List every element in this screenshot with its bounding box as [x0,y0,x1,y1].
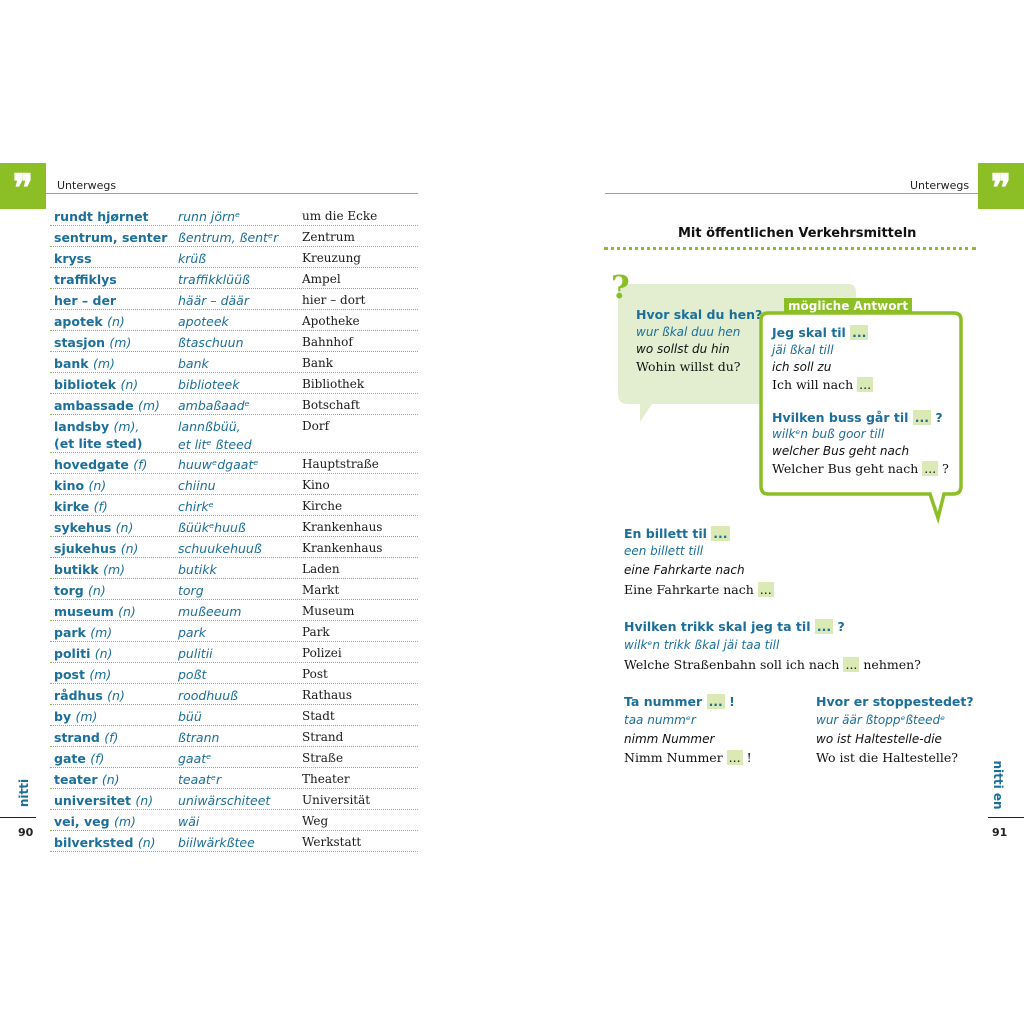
table-row [50,558,418,579]
table-row [50,331,418,352]
norwegian-term: sentrum, senter [54,230,168,245]
ticket-ph: een billett till [624,544,704,558]
table-row [50,726,418,747]
table-row [50,205,418,226]
heading-dotted-rule [604,247,976,250]
german-term: Stadt [302,709,335,723]
german-term: Bahnhof [302,335,353,349]
norwegian-term: bank (m) [54,356,115,371]
pronunciation: torg [178,583,204,598]
german-term: Kreuzung [302,251,361,265]
page-number-left: 90 [18,826,34,839]
norwegian-term: ambassade (m) [54,398,160,413]
norwegian-term: kino (n) [54,478,107,493]
german-term: Krankenhaus [302,541,383,555]
pronunciation: butikk [178,562,217,577]
pronunciation: schuukehuuß [178,541,262,556]
norwegian-term: teater (n) [54,772,120,787]
table-row [50,289,418,310]
pronunciation: gaatᵉ [178,751,212,766]
stop-lit: wo ist Haltestelle-die [816,732,942,746]
german-term: Weg [302,814,329,828]
table-row [50,663,418,684]
german-term: Kino [302,478,330,492]
german-term: um die Ecke [302,209,378,223]
norwegian-term: apotek (n) [54,314,125,329]
german-term: Apotheke [302,314,360,328]
number-de: Nimm Nummer ... ! [624,750,752,765]
stop-no: Hvor er stoppestedet? [816,694,974,709]
german-term: Werkstatt [302,835,362,849]
question-mark-icon: ? [611,268,630,306]
question-lit: wo sollst du hin [636,342,730,356]
german-term: Theater [302,772,350,786]
german-term: Bibliothek [302,377,365,391]
table-row [50,474,418,495]
footer-rule-right [988,817,1024,818]
quote-icon: ❞ [12,165,34,210]
header-rule-right [605,193,978,194]
pronunciation: roodhuuß [178,688,239,703]
norwegian-term: sjukehus (n) [54,541,139,556]
pronunciation: uniwärschiteet [178,793,271,808]
ticket-no: En billett til ... [624,526,728,541]
ticket-de: Eine Fahrkarte nach ... [624,582,772,597]
german-term: Ampel [302,272,341,286]
norwegian-term: traffiklys [54,272,117,287]
tram-de: Welche Straßenbahn soll ich nach ... nehmen? [624,657,921,672]
pronunciation: poßt [178,667,207,682]
page-number-right: 91 [992,826,1008,839]
pronunciation: ßüükᵉhuuß [178,520,246,535]
pronunciation: teaatᵉr [178,772,222,787]
table-row [50,415,418,453]
norwegian-term: sykehus (n) [54,520,134,535]
pronunciation: huuwᵉdgaatᵉ [178,457,259,472]
norwegian-term: rundt hjørnet [54,209,149,224]
section-title-right: Unterwegs [910,179,970,192]
quote-icon: ❞ [990,165,1012,210]
table-row [50,684,418,705]
question-no: Hvor skal du hen? [636,307,763,322]
page-heading: Mit öffentlichen Verkehrsmitteln [678,226,917,241]
answer2-lit: welcher Bus geht nach [772,444,910,458]
table-row [50,789,418,810]
german-term: Zentrum [302,230,355,244]
norwegian-term: by (m) [54,709,98,724]
pronunciation: büü [178,709,202,724]
table-row [50,831,418,852]
table-row [50,226,418,247]
table-row [50,810,418,831]
table-row [50,247,418,268]
german-term: Dorf [302,419,330,433]
ticket-lit: eine Fahrkarte nach [624,563,745,577]
norwegian-term: vei, veg (m) [54,814,136,829]
pronunciation: bank [178,356,209,371]
header-rule-left [46,193,418,194]
answer1-ph: jäi ßkal till [772,343,834,357]
german-term: Markt [302,583,340,597]
german-term: Park [302,625,330,639]
page-word-left: nitti [17,778,31,808]
section-title-left: Unterwegs [57,179,117,192]
tram-ph: wilkᵉn trikk ßkal jäi taa till [624,638,780,652]
table-row [50,495,418,516]
table-row [50,394,418,415]
table-row [50,373,418,394]
norwegian-term: rådhus (n) [54,688,125,703]
pronunciation: wäi [178,814,200,829]
german-term: Krankenhaus [302,520,383,534]
question-de: Wohin willst du? [636,359,741,374]
table-row [50,621,418,642]
stop-de: Wo ist die Haltestelle? [816,750,958,765]
tram-no: Hvilken trikk skal jeg ta til ... ? [624,619,845,634]
page-word-right: nitti en [991,760,1005,810]
norwegian-term: butikk (m) [54,562,126,577]
pronunciation: ßtaschuun [178,335,244,350]
norwegian-term: landsby (m), (et lite sted) [54,419,143,451]
german-term: Kirche [302,499,343,513]
table-row [50,310,418,331]
pronunciation: biblioteek [178,377,240,392]
pronunciation: park [178,625,206,640]
german-term: Bank [302,356,333,370]
german-term: Universität [302,793,371,807]
pronunciation: krüß [178,251,207,266]
pronunciation: häär – däär [178,293,249,308]
norwegian-term: gate (f) [54,751,105,766]
answer2-no: Hvilken buss går til ... ? [772,410,943,425]
norwegian-term: bibliotek (n) [54,377,139,392]
pronunciation: traffikklüüß [178,272,250,287]
norwegian-term: strand (f) [54,730,119,745]
norwegian-term: stasjon (m) [54,335,132,350]
pronunciation: chiinu [178,478,216,493]
answer-label: mögliche Antwort [784,298,912,314]
norwegian-term: kryss [54,251,92,266]
number-ph: taa nummᵉr [624,713,696,727]
table-row [50,600,418,621]
pronunciation: biilwärkßtee [178,835,255,850]
stop-ph: wur äär ßtoppᵉßteedᵉ [816,713,946,727]
table-row [50,352,418,373]
quote-tab-right [978,163,1024,209]
german-term: hier – dort [302,293,366,307]
pronunciation: ßtrann [178,730,220,745]
german-term: Post [302,667,328,681]
table-row [50,537,418,558]
table-row [50,579,418,600]
number-lit: nimm Nummer [624,732,715,746]
answer1-lit: ich soll zu [772,360,832,374]
answer2-ph: wilkᵉn buß goor till [772,427,885,441]
number-no: Ta nummer ... ! [624,694,735,709]
table-row [50,516,418,537]
table-row [50,747,418,768]
question-ph: wur ßkal duu hen [636,325,741,339]
german-term: Museum [302,604,355,618]
german-term: Botschaft [302,398,360,412]
pronunciation: apoteek [178,314,229,329]
pronunciation: runn jörnᵉ [178,209,241,224]
pronunciation: pulitii [178,646,213,661]
table-row [50,642,418,663]
norwegian-term: park (m) [54,625,113,640]
norwegian-term: torg (n) [54,583,106,598]
quote-tab-left [0,163,46,209]
german-term: Polizei [302,646,342,660]
german-term: Hauptstraße [302,457,379,471]
footer-rule-left [0,817,36,818]
table-row [50,705,418,726]
norwegian-term: universitet (n) [54,793,154,808]
norwegian-term: bilverksted (n) [54,835,156,850]
pronunciation: chirkᵉ [178,499,214,514]
norwegian-term: hovedgate (f) [54,457,148,472]
german-term: Strand [302,730,344,744]
table-row [50,768,418,789]
answer2-de: Welcher Bus geht nach ... ? [772,461,949,476]
german-term: Rathaus [302,688,353,702]
german-term: Straße [302,751,344,765]
norwegian-term: museum (n) [54,604,136,619]
vocabulary-table [50,205,418,852]
table-row [50,453,418,474]
norwegian-term: politi (n) [54,646,113,661]
pronunciation: ßentrum, ßentᵉr [178,230,279,245]
pronunciation: ambaßaadᵉ [178,398,250,413]
answer1-de: Ich will nach ... [772,377,872,392]
norwegian-term: kirke (f) [54,499,108,514]
norwegian-term: post (m) [54,667,112,682]
pronunciation: mußeeum [178,604,242,619]
answer1-no: Jeg skal til ... [772,325,867,340]
table-row [50,268,418,289]
pronunciation: lannßbüü, et litᵉ ßteed [178,419,252,452]
norwegian-term: her – der [54,293,117,308]
german-term: Laden [302,562,340,576]
